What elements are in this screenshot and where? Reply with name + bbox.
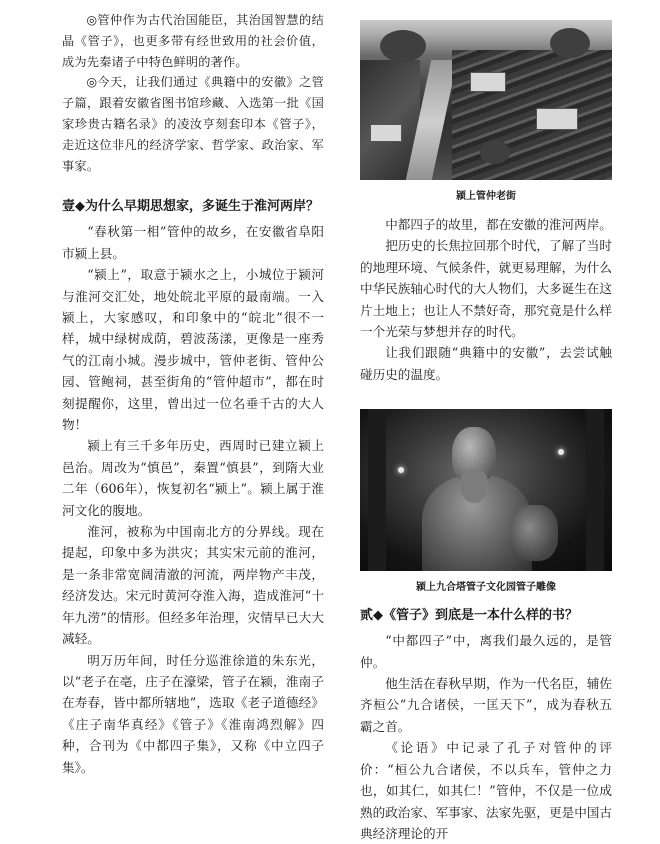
body-paragraph: 让我们跟随“典籍中的安徽”，去尝试触碰历史的温度。 [360, 345, 612, 382]
body-paragraph: 他生活在春秋早期，作为一代名臣，辅佐齐桓公“九合诸侯，一匡天下”，成为春秋五霸之首。 [360, 676, 612, 734]
guanzi-statue-photo [360, 409, 612, 571]
section-heading-2 [360, 605, 612, 626]
body-paragraph: 淮河，被称为中国南北方的分界线。现在提起，印象中多为洪灾；其实宋元前的淮河，是一条非常宽阔清澈的河流，两岸物产丰茂，经济发达。宋元时黄河夺淮入海，造成淮河“十年九涝”的情形。但经多年治理，灾情早已大大减轻。 [62, 524, 324, 647]
body-paragraph: “中都四子”中，离我们最久远的，是管仲。 [360, 633, 612, 670]
old-street-photo [360, 20, 612, 180]
section-number: 壹◆ [62, 199, 85, 215]
left-column [62, 0, 324, 778]
intro-block [62, 0, 324, 176]
intro-paragraph: ◎今天，让我们通过《典籍中的安徽》之管子篇，跟着安徽省图书馆珍藏、入选第一批《国家珍贵古籍名录》的凌汝亨刻套印本《管子》，走近这位非凡的经济学家、哲学家、政治家、军事家。 [62, 75, 324, 173]
section-title: 《管子》到底是一本什么样的书？ [383, 608, 579, 624]
body-paragraph: 颍上有三千多年历史，西周时已建立颍上邑治。周改为“慎邑”，秦置“慎县”，到隋大业二年（606年），恢复初名“颍上”。颍上属于淮河文化的腹地。 [62, 438, 324, 518]
body-paragraph: 中都四子的故里，都在安徽的淮河两岸。 [385, 217, 612, 232]
section-title: 为什么早期思想家，多诞生于淮河两岸？ [85, 199, 320, 215]
right-column [360, 0, 612, 844]
body-paragraph: “春秋第一相”管仲的故乡，在安徽省阜阳市颍上县。 [62, 224, 324, 261]
section-number: 贰◆ [360, 608, 383, 624]
intro-paragraph: ◎管仲作为古代治国能臣，其治国智慧的结晶《管子》，也更多带有经世致用的社会价值，成为先秦诸子中特色鲜明的著作。 [62, 13, 324, 69]
photo-caption: 颍上九合塔管子文化园管子雕像 [416, 582, 556, 594]
photo-caption: 颍上管仲老街 [456, 191, 516, 202]
body-paragraph: 明万历年间，时任分巡淮徐道的朱东光，以“老子在亳，庄子在濠梁，管子在颍，淮南子在寿春，皆中都所辖地”，选取《老子道德经》《庄子南华真经》《管子》《淮南鸿烈解》四种，合刊为《中都四子集》，又称《中立四子集》。 [62, 652, 324, 775]
section-heading-1 [62, 196, 324, 217]
body-paragraph: “颍上”，取意于颍水之上，小城位于颍河与淮河交汇处，地处皖北平原的最南端。一入颍上，大家感叹，和印象中的“皖北”很不一样，城中绿树成荫，碧波荡漾，更像是一座秀气的江南小城。漫步城中，管仲老街、管仲公园、管鲍祠，甚至街角的“管仲超市”，都在时刻提醒你，这里，曾出过一位名垂千古的大人物！ [62, 267, 324, 433]
body-paragraph: 把历史的长焦拉回那个时代，了解了当时的地理环境、气候条件，就更易理解，为什么中华民族轴心时代的大人物们，大多诞生在这片土地上；也让人不禁好奇，那究竟是什么样一个光荣与梦想并存的时代。 [360, 238, 612, 340]
body-paragraph: 《论语》中记录了孔子对管仲的评价：“桓公九合诸侯，不以兵车，管仲之力也，如其仁，如其仁！”管仲，不仅是一位成熟的政治家、军事家、法家先驱，更是中国古典经济理论的开 [360, 740, 612, 841]
